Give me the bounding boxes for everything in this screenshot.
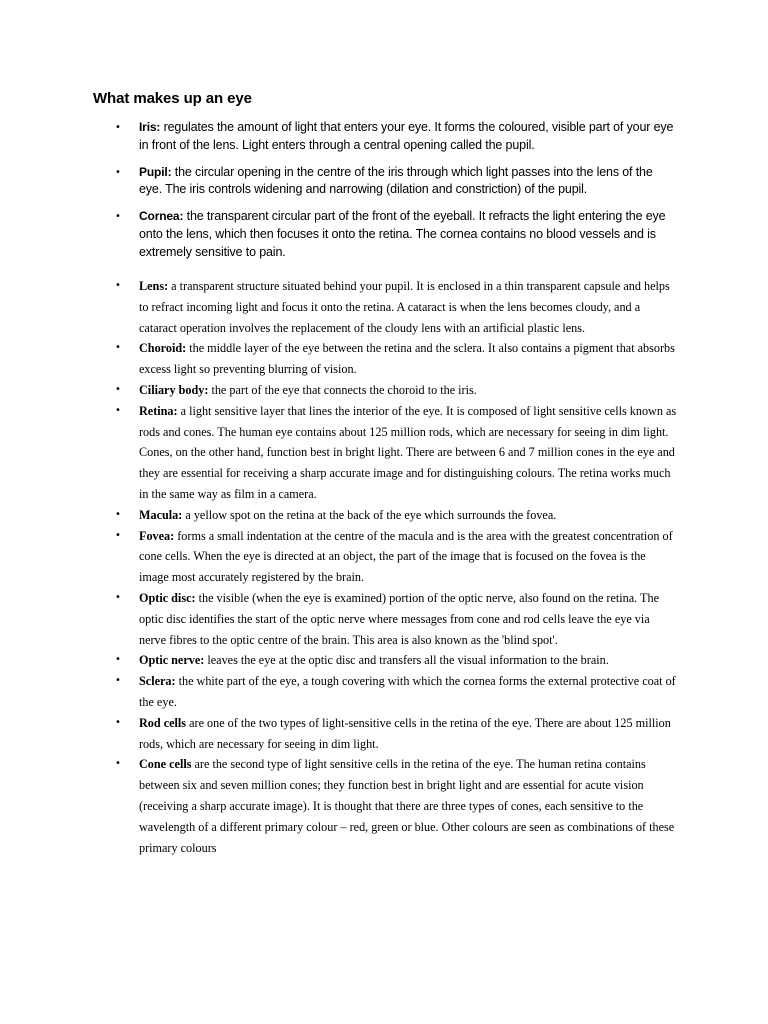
bullet-icon: • — [115, 280, 121, 291]
list-item — [0, 588, 677, 650]
term-label: Cone cells — [139, 757, 192, 772]
list-item — [0, 164, 677, 199]
term-label: Pupil: — [139, 164, 172, 179]
term-label: Retina: — [139, 403, 178, 418]
term-label: Optic disc: — [139, 590, 196, 605]
term-definition: the white part of the eye, a tough covering with which the cornea forms the external protective coat of the eye. — [139, 674, 676, 709]
list-item — [0, 338, 677, 380]
list-item — [0, 119, 677, 154]
list-item — [0, 505, 677, 526]
term-definition: a transparent structure situated behind your pupil. It is enclosed in a thin transparent capsule and helps to refract incoming light and focus it onto the retina. A cataract is when the lens becomes cloudy, and a cataract operation involves the replacement of the cloudy lens with an artificial plastic lens. — [139, 279, 670, 335]
list-item — [0, 754, 677, 858]
term-label: Ciliary body: — [139, 382, 209, 397]
bullet-icon: • — [115, 211, 121, 223]
eye-parts-list-primary — [0, 119, 677, 271]
term-label: Rod cells — [139, 715, 187, 730]
list-item — [0, 713, 677, 755]
bullet-icon: • — [115, 675, 121, 687]
term-definition: are one of the two types of light-sensitive cells in the retina of the eye. There are about 125 million rods, which are necessary for seeing in dim light. — [139, 715, 671, 751]
page-title: What makes up an eye — [93, 90, 252, 107]
list-item — [0, 526, 677, 588]
term-definition: a light sensitive layer that lines the interior of the eye. It is composed of light sensitive cells known as rods and cones. The human eye contains about 125 million rods, which are necessary for seeing in dim light. Cones, on the other hand, function best in bright light. There are between 6 and 7 million cones in the eye and they are essential for receiving a sharp accurate image and for distinguishing colours. The retina works much in the same way as film in a camera. — [139, 403, 677, 501]
term-label: Choroid: — [139, 341, 187, 356]
bullet-icon: • — [115, 758, 121, 770]
term-definition: are the second type of light sensitive cells in the retina of the eye. The human retina contains between six and seven million cones; they function best in bright light and are essential for acute vision (receiving a sharp accurate image). It is thought that there are three types of cones, each sensitive to the wavelength of a different primary colour – red, green or blue. Other colours are seen as combinations of these primary colours — [139, 757, 675, 855]
list-item — [0, 401, 677, 505]
term-definition: the circular opening in the centre of the iris through which light passes into the lens of the eye. The iris controls widening and narrowing (dilation and constriction) of the pupil. — [139, 164, 653, 197]
bullet-icon: • — [115, 508, 121, 520]
list-item — [0, 208, 677, 261]
list-item — [0, 650, 677, 671]
term-definition: the transparent circular part of the front of the eyeball. It refracts the light entering the eye onto the lens, which then focuses it onto the retina. The cornea contains no blood vessels and is extremely sensitive to pain. — [139, 209, 666, 259]
bullet-icon: • — [115, 404, 121, 416]
bullet-icon: • — [115, 591, 121, 603]
term-label: Sclera: — [139, 674, 176, 689]
bullet-icon: • — [115, 342, 121, 354]
term-definition: a yellow spot on the retina at the back of the eye which surrounds the fovea. — [182, 507, 557, 522]
bullet-icon: • — [115, 529, 121, 541]
term-definition: the visible (when the eye is examined) portion of the optic nerve, also found on the retina. The optic disc identifies the start of the optic nerve where messages from cone and rod cells leave the eye via nerve fibres to the optic centre of the brain. This area is also known as the 'blind spot'. — [139, 590, 659, 647]
term-definition: the middle layer of the eye between the retina and the sclera. It also contains a pigment that absorbs excess light so preventing blurring of vision. — [139, 341, 675, 377]
term-label: Fovea: — [139, 528, 175, 543]
eye-parts-list-secondary — [0, 276, 677, 858]
bullet-icon: • — [115, 166, 121, 178]
bullet-icon: • — [115, 122, 121, 133]
term-label: Optic nerve: — [139, 653, 205, 668]
list-item — [0, 671, 677, 713]
bullet-icon: • — [115, 654, 121, 666]
list-item — [0, 276, 677, 338]
term-label: Iris: — [139, 120, 161, 134]
term-label: Cornea: — [139, 209, 184, 224]
bullet-icon: • — [115, 716, 121, 728]
term-definition: regulates the amount of light that enters your eye. It forms the coloured, visible part of your eye in front of the lens. Light enters through a central opening called the pupil. — [139, 120, 674, 152]
list-item — [0, 380, 677, 401]
term-label: Lens: — [139, 279, 169, 293]
term-definition: leaves the eye at the optic disc and transfers all the visual information to the brain. — [204, 653, 609, 668]
term-definition: forms a small indentation at the centre of the macula and is the area with the greatest concentration of cone cells. When the eye is directed at an object, the part of the image that is focused on the fovea is the image most accurately registered by the brain. — [139, 528, 673, 585]
term-definition: the part of the eye that connects the choroid to the iris. — [208, 382, 477, 397]
term-label: Macula: — [139, 507, 183, 522]
bullet-icon: • — [115, 383, 121, 395]
